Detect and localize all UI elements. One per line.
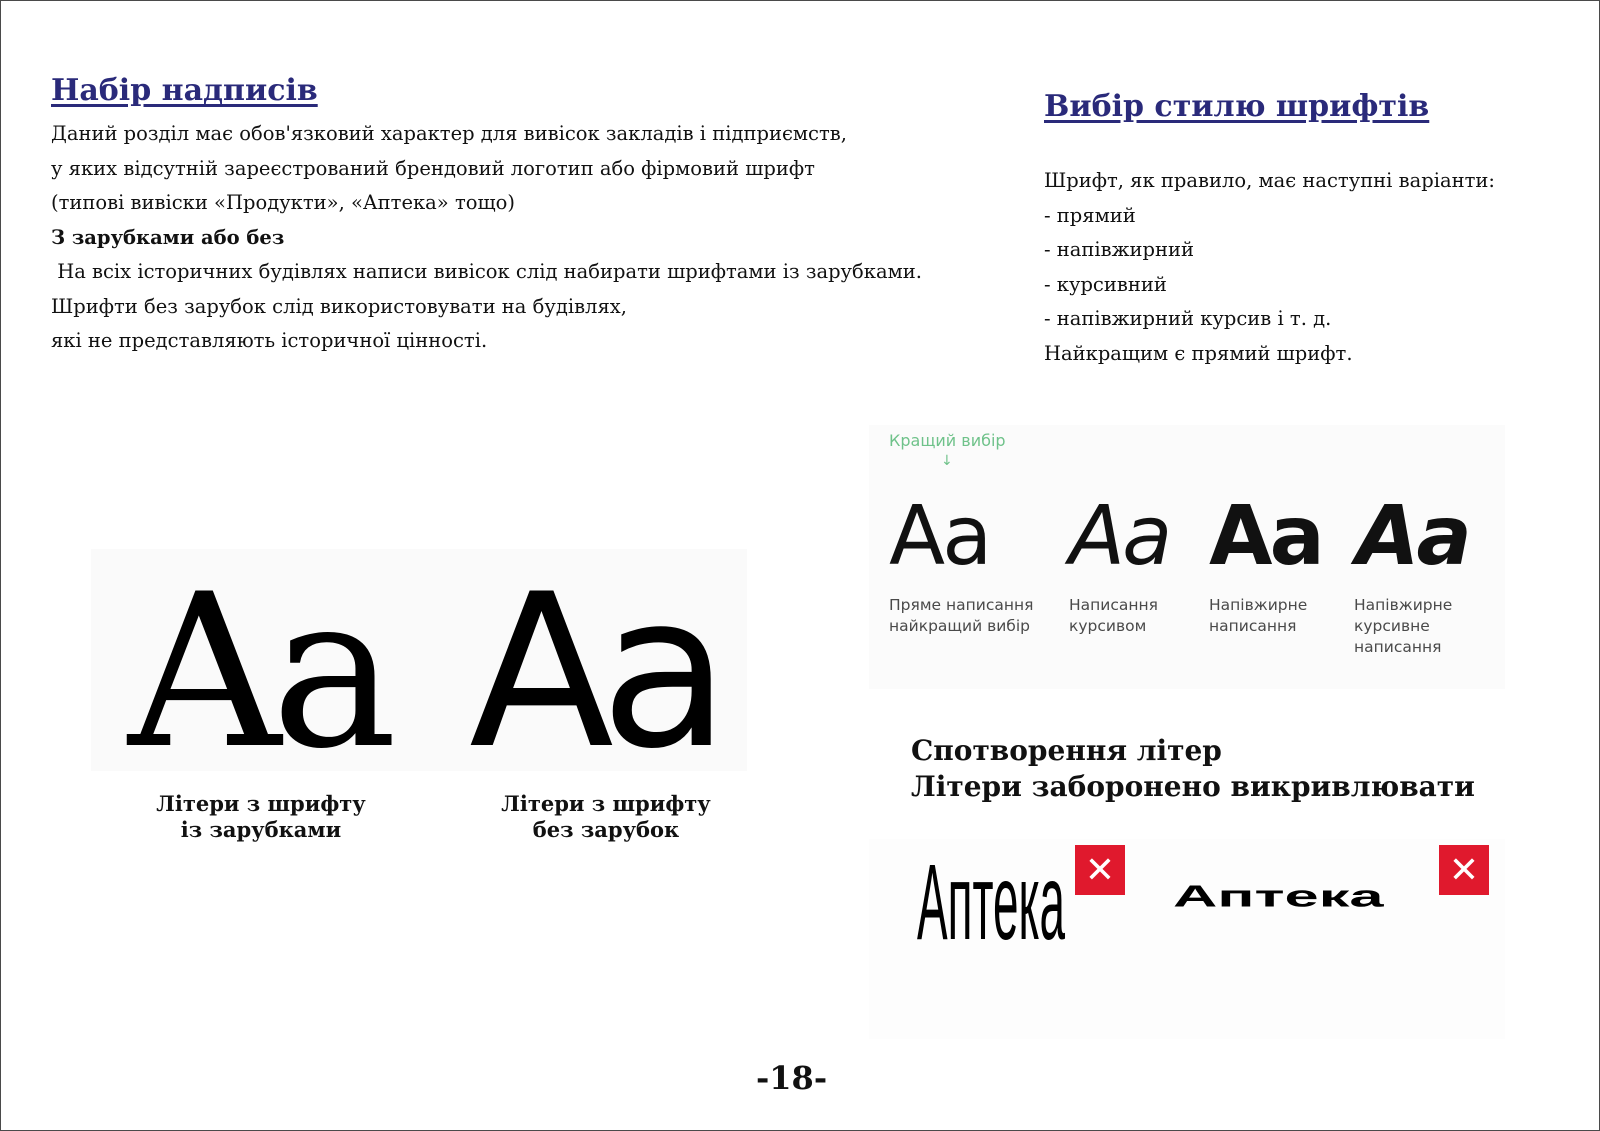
- widened-word-example: Аптека: [1173, 879, 1384, 913]
- bold-italic-style-caption: [1354, 595, 1484, 658]
- text-line: Найкращим є прямий шрифт.: [1044, 341, 1353, 365]
- forbidden-x-icon: ✕: [1439, 845, 1489, 895]
- caption-line: Літери з шрифту: [501, 791, 711, 816]
- italic-style-caption: [1069, 595, 1199, 637]
- caption-line: курсивне: [1354, 617, 1430, 635]
- sans-sample-letters: Aa: [469, 548, 716, 795]
- caption-line: Літери з шрифту: [156, 791, 366, 816]
- serif-sample-letters: Aa: [128, 548, 388, 795]
- caption-line: написання: [1354, 638, 1442, 656]
- regular-style-caption: [889, 595, 1059, 637]
- stretched-word-example: Аптека: [917, 841, 1066, 963]
- bold-style-caption: [1209, 595, 1339, 637]
- serif-subheading: З зарубками або без: [51, 225, 285, 249]
- section-title-lettering: Набір надписів: [51, 73, 318, 108]
- text-line: у яких відсутній зареєстрований брендовий логотип або фірмовий шрифт: [51, 156, 815, 180]
- bold-italic-style-sample: Aa: [1356, 489, 1469, 584]
- caption-line: курсивом: [1069, 617, 1147, 635]
- font-style-text-block: [1044, 164, 1495, 371]
- list-item: - напівжирний: [1044, 238, 1195, 261]
- text-line: (типові вивіски «Продукти», «Аптека» тощо): [51, 191, 515, 214]
- bold-style-sample: Aa: [1209, 489, 1322, 584]
- down-arrow-icon: ↓: [941, 453, 953, 469]
- caption-line: найкращий вибір: [889, 617, 1030, 635]
- sans-caption: [491, 791, 721, 843]
- page-number: -18-: [756, 1059, 828, 1097]
- text-line: Шрифти без зарубок слід використовувати на будівлях,: [51, 294, 627, 318]
- caption-line: Пряме написання: [889, 596, 1034, 614]
- best-choice-label: Кращий вибір: [889, 431, 1006, 450]
- text-line: Даний розділ має обов'язковий характер для вивісок закладів і підприємств,: [51, 122, 847, 145]
- caption-line: написання: [1209, 617, 1297, 635]
- serif-caption: [146, 791, 376, 843]
- section-title-font-style: Вибір стилю шрифтів: [1044, 89, 1430, 124]
- text-line: На всіх історичних будівлях написи вивісок слід набирати шрифтами із зарубками.: [51, 260, 922, 283]
- distortion-subtitle: Літери заборонено викривлювати: [911, 770, 1475, 803]
- text-line: Шрифт, як правило, має наступні варіанти:: [1044, 169, 1495, 192]
- lettering-text-block: [51, 117, 922, 359]
- distortion-heading: [911, 733, 1475, 805]
- list-item: - прямий: [1044, 203, 1136, 227]
- text-line: які не представляють історичної цінності.: [51, 329, 488, 352]
- list-item: - курсивний: [1044, 272, 1167, 296]
- distortion-title: Спотворення літер: [911, 734, 1222, 767]
- caption-line: без зарубок: [532, 817, 680, 842]
- caption-line: Напівжирне: [1209, 596, 1308, 614]
- caption-line: із зарубками: [180, 817, 342, 842]
- forbidden-x-icon: ✕: [1075, 845, 1125, 895]
- list-item: - напівжирний курсив і т. д.: [1044, 307, 1332, 330]
- italic-style-sample: Aa: [1069, 489, 1170, 584]
- caption-line: Напівжирне: [1354, 596, 1453, 614]
- caption-line: Написання: [1069, 596, 1158, 614]
- regular-style-sample: Aa: [889, 489, 990, 584]
